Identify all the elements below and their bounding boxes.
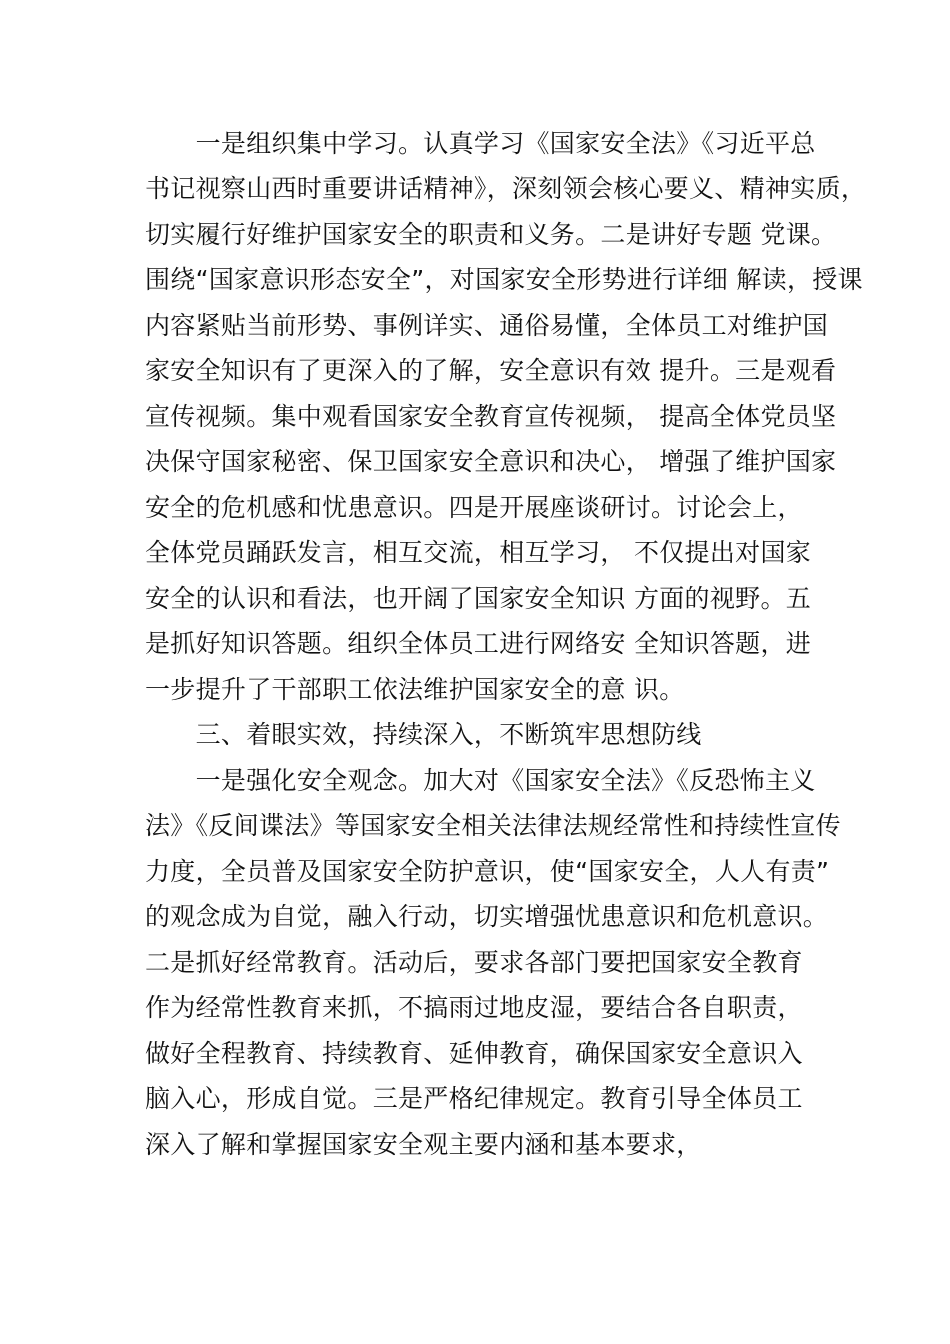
text-line: 是抓好知识答题。组织全体员工进行网络安 全知识答题，进 xyxy=(145,629,812,658)
text-line: 二是抓好经常教育。活动后，要求各部门要把国家安全教育 xyxy=(145,948,803,977)
text-line: 书记视察山西时重要讲话精神》，深刻领会核心要义、精神实质， xyxy=(145,174,867,203)
section-heading: 三、着眼实效，持续深入，不断筑牢思想防线 xyxy=(145,720,702,749)
text-line: 围绕“国家意识形态安全”，对国家安全形势进行详细 解读，授课 xyxy=(145,265,863,294)
text-line: 作为经常性教育来抓，不搞雨过地皮湿，要结合各自职责， xyxy=(145,993,803,1022)
text-line: 一是强化安全观念。加大对《国家安全法》《反恐怖主义 xyxy=(145,766,816,795)
text-line: 深入了解和掌握国家安全观主要内涵和基本要求， xyxy=(145,1130,702,1159)
text-line: 宣传视频。集中观看国家安全教育宣传视频， 提高全体党员坚 xyxy=(145,402,837,431)
text-line: 安全的认识和看法，也开阔了国家安全知识 方面的视野。五 xyxy=(145,584,812,613)
text-line: 脑入心，形成自觉。三是严格纪律规定。教育引导全体员工 xyxy=(145,1084,803,1113)
text-line: 做好全程教育、持续教育、延伸教育，确保国家安全意识入 xyxy=(145,1039,803,1068)
text-line: 的观念成为自觉，融入行动，切实增强忧患意识和危机意识。 xyxy=(145,902,829,931)
text-line: 一是组织集中学习。认真学习《国家安全法》《习近平总 xyxy=(145,129,816,158)
text-line: 决保守国家秘密、保卫国家安全意识和决心， 增强了维护国家 xyxy=(145,447,837,476)
text-line: 力度，全员普及国家安全防护意识，使“国家安全，人人有责” xyxy=(145,857,830,886)
text-line: 全体党员踊跃发言，相互交流，相互学习， 不仅提出对国家 xyxy=(145,538,812,567)
text-line: 一步提升了干部职工依法维护国家安全的意 识。 xyxy=(145,675,685,704)
text-line: 法》《反间谍法》等国家安全相关法律法规经常性和持续性宣传 xyxy=(145,811,841,840)
text-line: 切实履行好维护国家安全的职责和义务。二是讲好专题 党课。 xyxy=(145,220,837,249)
text-line: 家安全知识有了更深入的了解，安全意识有效 提升。三是观看 xyxy=(145,356,837,385)
text-line: 内容紧贴当前形势、事例详实、通俗易懂，全体员工对维护国 xyxy=(145,311,829,340)
text-line: 安全的危机感和忧患意识。四是开展座谈研讨。讨论会上， xyxy=(145,493,803,522)
